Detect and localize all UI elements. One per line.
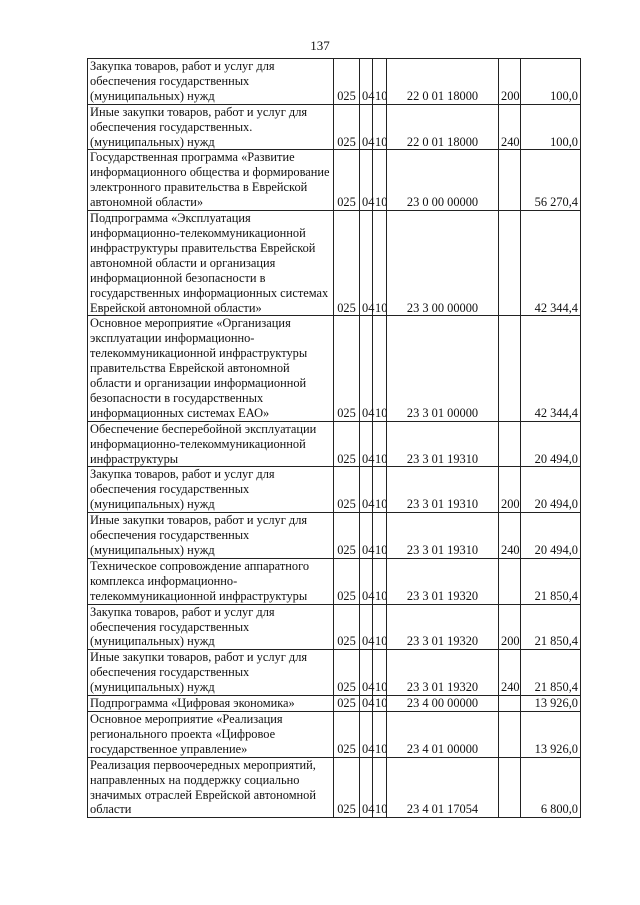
row-subsection-code: 10 bbox=[373, 558, 387, 604]
table-row bbox=[88, 467, 581, 513]
row-section-code: 04 bbox=[360, 650, 373, 696]
table-row bbox=[88, 59, 581, 105]
row-expense-type-code: 240 bbox=[499, 104, 521, 150]
row-section-code: 04 bbox=[360, 316, 373, 421]
row-subsection-code: 10 bbox=[373, 211, 387, 316]
row-expense-type-code bbox=[499, 711, 521, 757]
row-amount: 42 344,4 bbox=[521, 211, 581, 316]
row-expense-type-code: 240 bbox=[499, 650, 521, 696]
row-target-article-code: 22 0 01 18000 bbox=[387, 104, 499, 150]
row-subsection-code: 10 bbox=[373, 150, 387, 211]
row-name: Реализация первоочередных мероприятий, направленных на поддержку социально значимых отраслей Еврейской автономной области bbox=[88, 757, 334, 818]
table-row bbox=[88, 421, 581, 467]
table-row bbox=[88, 150, 581, 211]
row-name: Государственная программа «Развитие информационного общества и формирование электронного правительства в Еврейской автономной области» bbox=[88, 150, 334, 211]
row-expense-type-code: 200 bbox=[499, 604, 521, 650]
row-amount: 20 494,0 bbox=[521, 513, 581, 559]
row-section-code: 04 bbox=[360, 421, 373, 467]
row-glava-code: 025 bbox=[334, 604, 360, 650]
row-expense-type-code bbox=[499, 558, 521, 604]
row-amount: 13 926,0 bbox=[521, 696, 581, 712]
row-section-code: 04 bbox=[360, 711, 373, 757]
table-row bbox=[88, 604, 581, 650]
row-amount: 100,0 bbox=[521, 104, 581, 150]
row-section-code: 04 bbox=[360, 604, 373, 650]
row-subsection-code: 10 bbox=[373, 59, 387, 105]
row-section-code: 04 bbox=[360, 558, 373, 604]
row-subsection-code: 10 bbox=[373, 467, 387, 513]
budget-table bbox=[87, 58, 581, 818]
row-glava-code: 025 bbox=[334, 711, 360, 757]
row-glava-code: 025 bbox=[334, 650, 360, 696]
row-subsection-code: 10 bbox=[373, 421, 387, 467]
row-amount: 20 494,0 bbox=[521, 421, 581, 467]
row-expense-type-code: 200 bbox=[499, 467, 521, 513]
row-name: Основное мероприятие «Организация эксплуатации информационно-телекоммуникационной инфраструктуры правительства Еврейской автономной области и организации информационной безопасности в государственных информационных системах ЕАО» bbox=[88, 316, 334, 421]
row-subsection-code: 10 bbox=[373, 757, 387, 818]
row-section-code: 04 bbox=[360, 696, 373, 712]
table-row bbox=[88, 104, 581, 150]
row-subsection-code: 10 bbox=[373, 696, 387, 712]
row-glava-code: 025 bbox=[334, 467, 360, 513]
table-row bbox=[88, 316, 581, 421]
row-name: Обеспечение бесперебойной эксплуатации информационно-телекоммуникационной инфраструктуры bbox=[88, 421, 334, 467]
row-amount: 56 270,4 bbox=[521, 150, 581, 211]
row-subsection-code: 10 bbox=[373, 104, 387, 150]
row-target-article-code: 22 0 01 18000 bbox=[387, 59, 499, 105]
page-number: 137 bbox=[310, 38, 330, 53]
row-glava-code: 025 bbox=[334, 211, 360, 316]
table-row bbox=[88, 696, 581, 712]
row-name: Техническое сопровождение аппаратного комплекса информационно-телекоммуникационной инфраструктуры bbox=[88, 558, 334, 604]
row-name: Подпрограмма «Цифровая экономика» bbox=[88, 696, 334, 712]
row-subsection-code: 10 bbox=[373, 650, 387, 696]
row-glava-code: 025 bbox=[334, 59, 360, 105]
row-glava-code: 025 bbox=[334, 421, 360, 467]
row-section-code: 04 bbox=[360, 59, 373, 105]
table-row bbox=[88, 650, 581, 696]
row-expense-type-code: 200 bbox=[499, 59, 521, 105]
row-section-code: 04 bbox=[360, 150, 373, 211]
row-name: Основное мероприятие «Реализация регионального проекта «Цифровое государственное управление» bbox=[88, 711, 334, 757]
row-target-article-code: 23 3 01 19310 bbox=[387, 467, 499, 513]
row-glava-code: 025 bbox=[334, 513, 360, 559]
row-target-article-code: 23 3 00 00000 bbox=[387, 211, 499, 316]
table-row bbox=[88, 757, 581, 818]
row-expense-type-code bbox=[499, 316, 521, 421]
row-name: Закупка товаров, работ и услуг для обеспечения государственных (муниципальных) нужд bbox=[88, 467, 334, 513]
row-target-article-code: 23 3 01 19310 bbox=[387, 421, 499, 467]
row-expense-type-code bbox=[499, 757, 521, 818]
row-expense-type-code bbox=[499, 696, 521, 712]
row-target-article-code: 23 3 01 00000 bbox=[387, 316, 499, 421]
row-target-article-code: 23 0 00 00000 bbox=[387, 150, 499, 211]
table-row bbox=[88, 558, 581, 604]
row-subsection-code: 10 bbox=[373, 604, 387, 650]
row-target-article-code: 23 3 01 19320 bbox=[387, 650, 499, 696]
row-name: Закупка товаров, работ и услуг для обеспечения государственных (муниципальных) нужд bbox=[88, 604, 334, 650]
row-amount: 13 926,0 bbox=[521, 711, 581, 757]
row-glava-code: 025 bbox=[334, 104, 360, 150]
row-amount: 21 850,4 bbox=[521, 650, 581, 696]
row-glava-code: 025 bbox=[334, 696, 360, 712]
row-section-code: 04 bbox=[360, 104, 373, 150]
row-subsection-code: 10 bbox=[373, 711, 387, 757]
row-name: Иные закупки товаров, работ и услуг для обеспечения государственных. (муниципальных) нужд bbox=[88, 104, 334, 150]
row-target-article-code: 23 4 01 00000 bbox=[387, 711, 499, 757]
row-amount: 42 344,4 bbox=[521, 316, 581, 421]
row-subsection-code: 10 bbox=[373, 513, 387, 559]
row-expense-type-code bbox=[499, 150, 521, 211]
row-target-article-code: 23 3 01 19310 bbox=[387, 513, 499, 559]
row-glava-code: 025 bbox=[334, 316, 360, 421]
row-expense-type-code bbox=[499, 211, 521, 316]
row-name: Закупка товаров, работ и услуг для обеспечения государственных (муниципальных) нужд bbox=[88, 59, 334, 105]
row-target-article-code: 23 4 00 00000 bbox=[387, 696, 499, 712]
row-target-article-code: 23 3 01 19320 bbox=[387, 558, 499, 604]
row-section-code: 04 bbox=[360, 513, 373, 559]
row-section-code: 04 bbox=[360, 211, 373, 316]
row-section-code: 04 bbox=[360, 757, 373, 818]
row-section-code: 04 bbox=[360, 467, 373, 513]
row-glava-code: 025 bbox=[334, 757, 360, 818]
row-glava-code: 025 bbox=[334, 558, 360, 604]
row-target-article-code: 23 3 01 19320 bbox=[387, 604, 499, 650]
row-amount: 21 850,4 bbox=[521, 558, 581, 604]
row-target-article-code: 23 4 01 17054 bbox=[387, 757, 499, 818]
row-expense-type-code: 240 bbox=[499, 513, 521, 559]
row-amount: 6 800,0 bbox=[521, 757, 581, 818]
row-name: Подпрограмма «Эксплуатация информационно-телекоммуникационной инфраструктуры правительства Еврейской автономной области и организация информационной безопасности в государственных информационных системах Еврейской автономной области» bbox=[88, 211, 334, 316]
row-name: Иные закупки товаров, работ и услуг для обеспечения государственных (муниципальных) нужд bbox=[88, 650, 334, 696]
table-row bbox=[88, 513, 581, 559]
row-amount: 21 850,4 bbox=[521, 604, 581, 650]
row-amount: 100,0 bbox=[521, 59, 581, 105]
row-glava-code: 025 bbox=[334, 150, 360, 211]
row-amount: 20 494,0 bbox=[521, 467, 581, 513]
row-name: Иные закупки товаров, работ и услуг для обеспечения государственных (муниципальных) нужд bbox=[88, 513, 334, 559]
row-expense-type-code bbox=[499, 421, 521, 467]
table-row bbox=[88, 711, 581, 757]
row-subsection-code: 10 bbox=[373, 316, 387, 421]
table-row bbox=[88, 211, 581, 316]
